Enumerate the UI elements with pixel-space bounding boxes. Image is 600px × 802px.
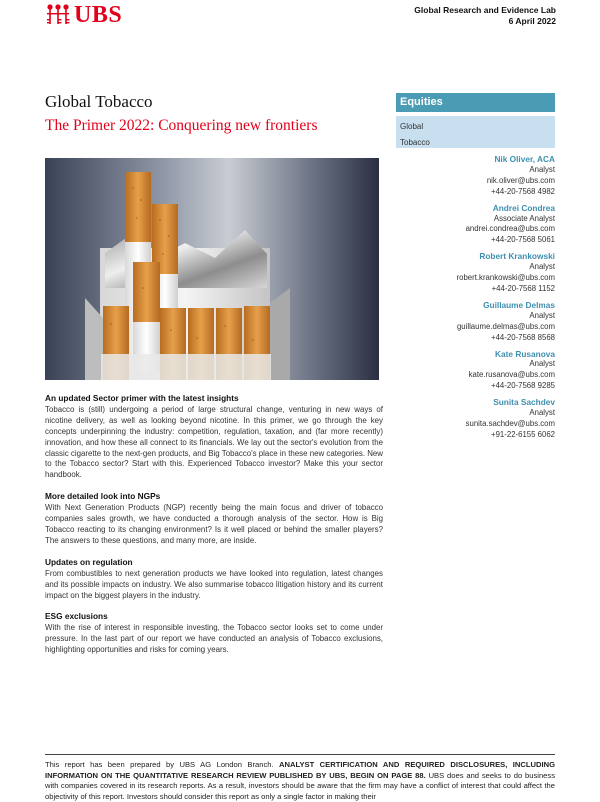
report-date: 6 April 2022 [508, 16, 556, 26]
analyst-entry [385, 349, 555, 393]
analyst-entry [385, 154, 555, 198]
report-subtitle: The Primer 2022: Conquering new frontiers [45, 117, 318, 134]
analyst-name: Kate Rusanova [495, 348, 555, 359]
analyst-phone: +44-20-7568 8568 [491, 332, 555, 342]
analyst-phone: +44-20-7568 4982 [491, 186, 555, 196]
analyst-phone: +44-20-7568 9285 [491, 381, 555, 391]
section-paragraph: Tobacco is (still) undergoing a period of large structural change, venturing in new ways of nicotine delivery, as well as looking beyond nicotine. In this primer, we go through the key concepts underpinning the industry: competition, regulation, taxation, and (far more recently) innovation, and how these all connect to its financials. We lay out the sector's evolution from the classic cigarette to the next-gen products, and Big Tobacco's place in these new categories. New to the Tobacco sector? Start with this. Experienced Tobacco investor? Make this your sector handbook. [45, 404, 383, 480]
section-paragraph: With the rise of interest in responsible investing, the Tobacco sector looks set to come under pressure. In the last part of our report we have conducted an analysis of Tobacco exclusions, highlighting opportunities and risks for coming years. [45, 623, 383, 655]
category-banner: Equities [396, 93, 555, 112]
analyst-entry [385, 203, 555, 247]
analyst-name: Robert Krankowski [479, 251, 555, 262]
analyst-role: Analyst [529, 359, 555, 369]
report-title: Global Tobacco [45, 92, 153, 111]
ubs-keys-icon [45, 3, 71, 27]
footer-divider [45, 754, 555, 755]
analyst-role: Analyst [529, 310, 555, 320]
analyst-entry [385, 251, 555, 295]
analyst-email[interactable]: guillaume.delmas@ubs.com [456, 321, 555, 331]
disclaimer [45, 760, 555, 802]
section-paragraph: With Next Generation Products (NGP) recently being the main focus and driver of tobacco companies sales growth, we have conducted a thorough analysis of the sector. How is Big Tobacco reacting to its changing environment? Is it well placed or behind the smaller players? The answers to these questions, and many more, are inside. [45, 503, 383, 545]
analyst-name: Nik Oliver, ACA [494, 154, 555, 164]
analyst-phone: +44-20-7568 1152 [491, 283, 555, 293]
ubs-logo [45, 3, 122, 27]
section-heading: ESG exclusions [45, 611, 108, 622]
analyst-email[interactable]: nik.oliver@ubs.com [486, 175, 555, 185]
disclaimer-bold: ANALYST CERTIFICATION AND REQUIRED DISCLOSURES, INCLUDING INFORMATION ON THE QUANTITATIVE RESEARCH REVIEW PUBLISHED BY UBS, BEGIN ON PAGE 88. [45, 760, 555, 780]
header-meta [414, 5, 556, 27]
logo-text: UBS [74, 2, 123, 28]
analyst-phone: +91-22-6155 6062 [491, 429, 555, 439]
analyst-name: Sunita Sachdev [493, 397, 555, 408]
analyst-email[interactable]: sunita.sachdev@ubs.com [465, 418, 555, 428]
analyst-email[interactable]: andrei.condrea@ubs.com [465, 224, 555, 234]
region-label: Global [400, 122, 424, 131]
section-heading: More detailed look into NGPs [45, 491, 161, 502]
analyst-email[interactable]: kate.rusanova@ubs.com [468, 370, 555, 380]
analyst-role: Analyst [529, 262, 555, 272]
sector-label: Tobacco [400, 138, 430, 147]
analyst-role: Associate Analyst [493, 213, 555, 223]
analyst-name: Andrei Condrea [492, 202, 555, 213]
analyst-email[interactable]: robert.krankowski@ubs.com [456, 273, 555, 283]
section-heading: Updates on regulation [45, 556, 133, 567]
analyst-entry [385, 300, 555, 344]
section-heading: An updated Sector primer with the latest insights [45, 393, 239, 403]
analyst-role: Analyst [529, 408, 555, 418]
section-paragraph: From combustibles to next generation products we have looked into regulation, latest changes and its possible impacts on industry. We also summarise tobacco litigation history and its current impact on the biggest players in the industry. [45, 568, 383, 600]
disclaimer-rest: UBS does and seeks to do business with companies covered in its research reports. As a result, investors should be aware that the firm may have a conflict of interest that could affect the objectivity of this report. Investors should consider this report as only a single factor in making their [45, 770, 555, 801]
department-label: Global Research and Evidence Lab [414, 5, 556, 15]
coverage-box [396, 116, 555, 148]
analyst-list [385, 154, 555, 446]
analyst-role: Analyst [529, 164, 555, 174]
analyst-name: Guillaume Delmas [483, 299, 555, 310]
analyst-entry [385, 397, 555, 441]
cover-image-cigarette-pack [45, 158, 379, 380]
analyst-phone: +44-20-7568 5061 [491, 235, 555, 245]
disclaimer-lead: This report has been prepared by UBS AG London Branch. [45, 760, 274, 769]
report-summary [45, 393, 383, 666]
